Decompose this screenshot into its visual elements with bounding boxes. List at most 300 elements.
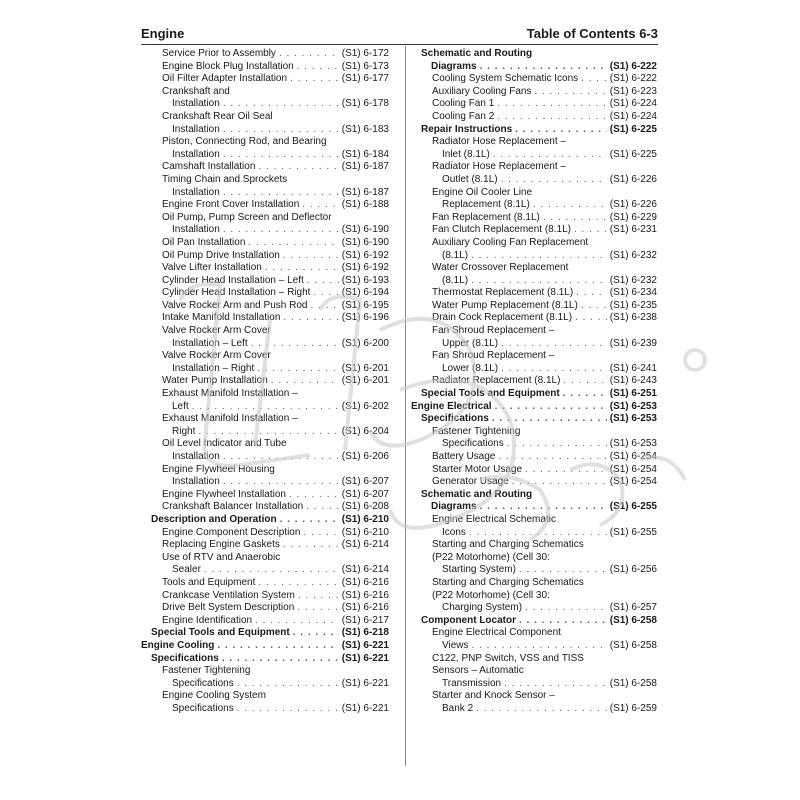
toc-entry-title: Oil Pan Installation: [162, 236, 246, 248]
toc-entry-title: Diagrams: [431, 60, 477, 72]
toc-entry-title: Radiator Replacement (8.1L): [432, 375, 561, 387]
toc-entry-title: Specifications: [172, 677, 234, 689]
toc-entry-title: Replacement (8.1L): [442, 199, 530, 211]
toc-entry-title: Lower (8.1L): [442, 362, 499, 374]
toc-entry[interactable]: [141, 615, 389, 628]
toc-entry-page: (S1) 6-200: [341, 337, 389, 349]
dot-leader: [223, 476, 339, 489]
toc-entry-page: (S1) 6-204: [341, 425, 389, 437]
dot-leader: [283, 539, 339, 552]
toc-entry[interactable]: [411, 98, 657, 111]
page-header: [141, 26, 658, 46]
toc-entry-page: (S1) 6-231: [609, 224, 657, 236]
dot-leader: [192, 401, 339, 414]
toc-entry-page: (S1) 6-253: [609, 400, 657, 412]
toc-entry-page: (S1) 6-238: [609, 312, 657, 324]
dot-leader: [471, 275, 607, 288]
toc-entry-page: (S1) 6-188: [341, 199, 389, 211]
toc-entry-page: (S1) 6-225: [609, 123, 657, 135]
dot-leader: [237, 703, 339, 716]
toc-entry[interactable]: [411, 615, 657, 628]
toc-entry-page: (S1) 6-239: [609, 337, 657, 349]
toc-entry-title: Camshaft Installation: [162, 161, 256, 173]
toc-entry[interactable]: [411, 539, 657, 577]
toc-entry[interactable]: [141, 237, 389, 250]
toc-entry[interactable]: [411, 426, 657, 451]
toc-entry[interactable]: [411, 514, 657, 539]
toc-entry-page: (S1) 6-201: [341, 375, 389, 387]
toc-entry-title: Engine Front Cover Installation: [162, 199, 300, 211]
toc-entry[interactable]: [141, 527, 389, 540]
dot-leader: [223, 149, 339, 162]
toc-entry-page: (S1) 6-258: [609, 614, 657, 626]
dot-leader: [297, 61, 339, 74]
toc-entry[interactable]: [141, 350, 389, 375]
dot-leader: [498, 451, 606, 464]
toc-entry-title: Replacing Engine Gaskets: [162, 539, 280, 551]
dot-leader: [563, 375, 606, 388]
dot-leader: [223, 124, 339, 137]
toc-entry-page: (S1) 6-196: [341, 312, 389, 324]
toc-entry-title: Engine Component Description: [162, 526, 301, 538]
toc-entry-title: Generator Usage: [432, 476, 509, 488]
toc-entry-title: Charging System): [442, 602, 523, 614]
toc-entry-title: Intake Manifold Installation: [162, 312, 281, 324]
toc-entry[interactable]: [141, 312, 389, 325]
toc-entry[interactable]: [141, 640, 389, 653]
toc-entry[interactable]: [141, 464, 389, 489]
toc-entry-title: Views: [442, 639, 469, 651]
toc-entry-page: (S1) 6-201: [341, 362, 389, 374]
toc-entry[interactable]: [141, 690, 389, 715]
toc-entry-page: (S1) 6-210: [341, 526, 389, 538]
dot-leader: [310, 300, 338, 313]
toc-entry-heading-line: Radiator Hose Replacement –: [432, 136, 566, 148]
toc-entry-title: Engine Flywheel Installation: [162, 488, 286, 500]
toc-entry[interactable]: [411, 312, 657, 325]
toc-entry-page: (S1) 6-255: [609, 526, 657, 538]
toc-entry-title: Cooling Fan 2: [432, 110, 495, 122]
toc-entry-heading-line: Use of RTV and Anaerobic: [162, 551, 281, 563]
toc-entry-page: (S1) 6-241: [609, 362, 657, 374]
toc-entry-title: Specifications: [442, 438, 504, 450]
dot-leader: [258, 161, 338, 174]
dot-leader: [575, 312, 607, 325]
toc-entry[interactable]: [411, 224, 657, 237]
toc-entry[interactable]: [411, 187, 657, 212]
toc-entry-page: (S1) 6-178: [341, 98, 389, 110]
toc-entry[interactable]: [141, 489, 389, 502]
toc-entry-page: (S1) 6-258: [609, 639, 657, 651]
toc-entry-title: Engine Electrical: [411, 400, 492, 412]
dot-leader: [492, 413, 607, 426]
toc-entry-title: Valve Rocker Arm and Push Rod: [162, 299, 308, 311]
dot-leader: [306, 501, 339, 514]
toc-entry-heading-line: C122, PNP Switch, VSS and TISS: [432, 652, 584, 664]
toc-entry-title: Crankshaft Balancer Installation: [162, 501, 304, 513]
toc-entry[interactable]: [141, 275, 389, 288]
toc-entry-title: Specifications: [151, 652, 219, 664]
dot-leader: [581, 73, 607, 86]
toc-entry[interactable]: [141, 136, 389, 161]
toc-entry-heading-line: Fan Shroud Replacement –: [432, 325, 555, 337]
toc-entry-page: (S1) 6-254: [609, 476, 657, 488]
dot-leader: [512, 476, 607, 489]
toc-entry-title: (8.1L): [442, 249, 469, 261]
toc-entry[interactable]: [141, 665, 389, 690]
toc-entry-page: (S1) 6-183: [341, 123, 389, 135]
toc-entry-page: (S1) 6-253: [609, 413, 657, 425]
toc-entry[interactable]: [411, 653, 657, 691]
dot-leader: [471, 250, 607, 263]
toc-entry-heading-line: Sensors – Automatic: [432, 665, 524, 677]
toc-entry[interactable]: [411, 489, 657, 514]
toc-entry-heading-line: Valve Rocker Arm Cover: [162, 350, 271, 362]
toc-entry-title: Thermostat Replacement (8.1L): [432, 287, 574, 299]
toc-entry[interactable]: [141, 61, 389, 74]
toc-entry-page: (S1) 6-173: [341, 60, 389, 72]
toc-entry-heading-line: Radiator Hose Replacement –: [432, 161, 566, 173]
column-divider: [405, 46, 406, 766]
dot-leader: [497, 111, 606, 124]
toc-entry-page: (S1) 6-217: [341, 614, 389, 626]
dot-leader: [257, 363, 338, 376]
dot-leader: [563, 388, 607, 401]
toc-entry[interactable]: [411, 73, 657, 86]
toc-entry-title: Oil Pump Drive Installation: [162, 249, 280, 261]
toc-entry[interactable]: [141, 287, 389, 300]
toc-entry-page: (S1) 6-257: [609, 602, 657, 614]
dot-leader: [501, 363, 607, 376]
toc-entry-page: (S1) 6-258: [609, 677, 657, 689]
toc-entry-title: Oil Filter Adapter Installation: [162, 73, 288, 85]
toc-entry[interactable]: [411, 262, 657, 287]
toc-entry[interactable]: [411, 300, 657, 313]
toc-entry[interactable]: [141, 300, 389, 313]
toc-entry[interactable]: [141, 250, 389, 263]
toc-entry-title: Fan Replacement (8.1L): [432, 211, 540, 223]
toc-entry-title: Water Pump Installation: [162, 375, 268, 387]
toc-entry-page: (S1) 6-226: [609, 173, 657, 185]
toc-entry-page: (S1) 6-222: [609, 73, 657, 85]
dot-leader: [293, 627, 339, 640]
dot-leader: [271, 375, 339, 388]
dot-leader: [204, 564, 339, 577]
toc-entry-title: Installation: [172, 186, 220, 198]
toc-entry-heading-line: Crankshaft and: [162, 85, 230, 97]
toc-entry-page: (S1) 6-193: [341, 274, 389, 286]
toc-entry-page: (S1) 6-235: [609, 299, 657, 311]
toc-entry[interactable]: [411, 476, 657, 489]
toc-entry-page: (S1) 6-251: [609, 388, 657, 400]
toc-entry[interactable]: [411, 413, 657, 426]
toc-entry-heading-line: Crankshaft Rear Oil Seal: [162, 110, 273, 122]
toc-entry[interactable]: [141, 48, 389, 61]
toc-entry-title: Left: [172, 400, 189, 412]
toc-entry-title: Description and Operation: [151, 513, 277, 525]
dot-leader: [480, 501, 607, 514]
dot-leader: [307, 275, 339, 288]
toc-entry-page: (S1) 6-253: [609, 438, 657, 450]
toc-entry-title: Special Tools and Equipment: [151, 627, 290, 639]
toc-entry-heading-line: Starting and Charging Schematics: [432, 539, 584, 551]
toc-entry-heading-line: Engine Electrical Component: [432, 627, 561, 639]
toc-entry[interactable]: [411, 287, 657, 300]
toc-entry[interactable]: [411, 111, 657, 124]
toc-entry-title: Service Prior to Assembly: [162, 48, 276, 59]
toc-entry-title: Icons: [442, 526, 466, 538]
page-heading-right: Table of Contents 6-3: [526, 26, 658, 41]
toc-entry-title: Battery Usage: [432, 451, 496, 462]
toc-entry-title: Specifications: [172, 702, 234, 714]
dot-leader: [469, 527, 607, 540]
toc-entry-title: Installation: [172, 451, 220, 462]
toc-entry-title: Engine Identification: [162, 614, 253, 626]
toc-entry[interactable]: [411, 48, 657, 73]
toc-entry-page: (S1) 6-206: [341, 451, 389, 462]
dot-leader: [279, 48, 339, 61]
dot-leader: [223, 451, 339, 464]
toc-entry-title: Special Tools and Equipment: [421, 388, 560, 400]
toc-entry-heading-line: Engine Flywheel Housing: [162, 463, 275, 475]
toc-entry[interactable]: [141, 375, 389, 388]
dot-leader: [472, 640, 607, 653]
toc-entry[interactable]: [411, 375, 657, 388]
toc-entry-page: (S1) 6-224: [609, 98, 657, 110]
dot-leader: [543, 212, 607, 225]
toc-entry[interactable]: [411, 627, 657, 652]
dot-leader: [525, 602, 607, 615]
toc-entry-title: (8.1L): [442, 274, 469, 286]
toc-entry[interactable]: [141, 552, 389, 577]
toc-entry[interactable]: [411, 577, 657, 615]
dot-leader: [283, 250, 339, 263]
dot-leader: [515, 124, 607, 137]
dot-leader: [497, 98, 606, 111]
toc-entry-page: (S1) 6-192: [341, 262, 389, 274]
toc-entry[interactable]: [411, 451, 657, 464]
dot-leader: [501, 174, 607, 187]
toc-entry-page: (S1) 6-218: [341, 627, 389, 639]
toc-entry-page: (S1) 6-234: [609, 287, 657, 299]
toc-entry-title: Repair Instructions: [421, 123, 513, 135]
dot-leader: [533, 199, 607, 212]
toc-entry-page: (S1) 6-207: [341, 476, 389, 488]
dot-leader: [476, 703, 607, 716]
toc-entry[interactable]: [141, 577, 389, 590]
toc-entry[interactable]: [141, 86, 389, 111]
toc-entry-heading-line: Schematic and Routing: [421, 48, 533, 59]
toc-entry[interactable]: [411, 325, 657, 350]
toc-entry-page: (S1) 6-187: [341, 161, 389, 173]
toc-entry-title: Valve Lifter Installation: [162, 262, 262, 274]
toc-entry-title: Water Pump Replacement (8.1L): [432, 299, 578, 311]
toc-entry-heading-line: Oil Pump, Pump Screen and Deflector: [162, 211, 332, 223]
toc-entry[interactable]: [411, 161, 657, 186]
toc-entry-title: Installation – Left: [172, 337, 248, 349]
toc-entry-page: (S1) 6-221: [341, 652, 389, 664]
toc-entry[interactable]: [141, 325, 389, 350]
dot-leader: [258, 577, 338, 590]
dot-leader: [198, 426, 338, 439]
toc-entry-title: Installation: [172, 123, 220, 135]
toc-entry-title: Right: [172, 425, 196, 437]
dot-leader: [574, 224, 607, 237]
dot-leader: [507, 438, 607, 451]
toc-entry-page: (S1) 6-172: [341, 48, 389, 59]
dot-leader: [576, 287, 607, 300]
toc-entry-page: (S1) 6-221: [341, 702, 389, 714]
toc-entry-title: Installation: [172, 98, 220, 110]
toc-entry-page: (S1) 6-177: [341, 73, 389, 85]
dot-leader: [248, 237, 338, 250]
toc-entry-heading-line: Oil Level Indicator and Tube: [162, 438, 287, 450]
dot-leader: [525, 464, 607, 477]
toc-entry-page: (S1) 6-207: [341, 488, 389, 500]
dot-leader: [493, 149, 607, 162]
toc-entry-title: Bank 2: [442, 702, 474, 714]
dot-leader: [237, 678, 339, 691]
toc-entry-title: Drain Cock Replacement (8.1L): [432, 312, 573, 324]
toc-entry[interactable]: [411, 212, 657, 225]
toc-entry[interactable]: [141, 438, 389, 463]
dot-leader: [480, 61, 607, 74]
toc-entry-heading-line: Engine Oil Cooler Line: [432, 186, 533, 198]
toc-entry-page: (S1) 6-214: [341, 564, 389, 576]
toc-entry-page: (S1) 6-195: [341, 299, 389, 311]
toc-entry[interactable]: [141, 161, 389, 174]
toc-entry[interactable]: [141, 174, 389, 199]
toc-entry[interactable]: [141, 111, 389, 136]
toc-entry[interactable]: [141, 212, 389, 237]
toc-entry-page: (S1) 6-216: [341, 589, 389, 601]
toc-entry-heading-line: Auxiliary Cooling Fan Replacement: [432, 236, 589, 248]
dot-leader: [501, 338, 607, 351]
toc-entry[interactable]: [141, 501, 389, 514]
dot-leader: [519, 615, 607, 628]
dot-leader: [535, 86, 607, 99]
toc-entry-heading-line: Engine Electrical Schematic: [432, 513, 556, 525]
toc-entry-page: (S1) 6-256: [609, 564, 657, 576]
toc-entry-title: Drive Belt System Description: [162, 602, 295, 614]
toc-entry-page: (S1) 6-190: [341, 236, 389, 248]
toc-entry[interactable]: [141, 262, 389, 275]
toc-entry[interactable]: [141, 590, 389, 603]
toc-entry-title: Auxiliary Cooling Fans: [432, 85, 532, 97]
toc-entry[interactable]: [141, 653, 389, 666]
toc-entry-heading-line: Engine Cooling System: [162, 690, 266, 702]
toc-entry[interactable]: [411, 388, 657, 401]
toc-entry-heading-line: Schematic and Routing: [421, 488, 533, 500]
toc-entry-title: Component Locator: [421, 614, 516, 626]
dot-leader: [223, 224, 339, 237]
toc-entry[interactable]: [141, 413, 389, 438]
toc-entry[interactable]: [141, 539, 389, 552]
toc-column-left: [141, 48, 389, 715]
toc-entry-page: (S1) 6-243: [609, 375, 657, 387]
dot-leader: [223, 98, 339, 111]
toc-entry-page: (S1) 6-210: [341, 513, 389, 525]
dot-leader: [289, 489, 339, 502]
toc-entry-page: (S1) 6-214: [341, 539, 389, 551]
toc-entry[interactable]: [411, 690, 657, 715]
toc-entry-page: (S1) 6-222: [609, 60, 657, 72]
dot-leader: [303, 527, 338, 540]
toc-entry-title: Engine Cooling: [141, 639, 215, 651]
dot-leader: [223, 187, 339, 200]
toc-entry-page: (S1) 6-254: [609, 451, 657, 462]
toc-entry[interactable]: [141, 602, 389, 615]
toc-entry-title: Diagrams: [431, 501, 477, 513]
header-rule: [141, 44, 658, 45]
toc-entry-page: (S1) 6-202: [341, 400, 389, 412]
toc-entry[interactable]: [141, 73, 389, 86]
toc-entry[interactable]: [141, 514, 389, 527]
toc-entry-heading-line: (P22 Motorhome) (Cell 30:: [432, 589, 550, 601]
dot-leader: [504, 678, 607, 691]
toc-entry-title: Tools and Equipment: [162, 576, 256, 588]
dot-leader: [222, 653, 339, 666]
toc-column-right: [411, 48, 657, 715]
dot-leader: [255, 615, 339, 628]
toc-entry-title: Cylinder Head Installation – Left: [162, 274, 304, 286]
dot-leader: [298, 590, 339, 603]
dot-leader: [297, 602, 338, 615]
toc-entry-page: (S1) 6-224: [609, 110, 657, 122]
toc-entry-title: Installation: [172, 476, 220, 488]
toc-entry-title: Upper (8.1L): [442, 337, 499, 349]
toc-entry-title: Starter Motor Usage: [432, 463, 523, 475]
toc-entry-heading-line: Fastener Tightening: [162, 665, 251, 677]
toc-entry-title: Installation – Right: [172, 362, 255, 374]
toc-entry-page: (S1) 6-232: [609, 249, 657, 261]
toc-entry-page: (S1) 6-190: [341, 224, 389, 236]
toc-entry-page: (S1) 6-208: [341, 501, 389, 513]
dot-leader: [302, 199, 338, 212]
toc-entry-heading-line: Water Crossover Replacement: [432, 262, 569, 274]
toc-entry[interactable]: [411, 237, 657, 262]
toc-entry[interactable]: [411, 136, 657, 161]
toc-entry-title: Crankcase Ventilation System: [162, 589, 295, 601]
toc-entry[interactable]: [411, 350, 657, 375]
toc-entry[interactable]: [141, 199, 389, 212]
toc-entry-page: (S1) 6-255: [609, 501, 657, 513]
toc-entry-page: (S1) 6-232: [609, 274, 657, 286]
dot-leader: [519, 564, 607, 577]
toc-entry-title: Outlet (8.1L): [442, 173, 498, 185]
dot-leader: [265, 262, 339, 275]
dot-leader: [290, 73, 339, 86]
toc-entry-heading-line: Fastener Tightening: [432, 425, 521, 437]
toc-entry-heading-line: Piston, Connecting Rod, and Bearing: [162, 136, 327, 148]
toc-entry[interactable]: [411, 464, 657, 477]
toc-entry-heading-line: Exhaust Manifold Installation –: [162, 388, 298, 400]
toc-entry[interactable]: [411, 401, 657, 414]
section-title: Engine: [141, 26, 185, 41]
toc-entry-page: (S1) 6-221: [341, 639, 389, 651]
toc-entry[interactable]: [141, 627, 389, 640]
toc-entry[interactable]: [411, 124, 657, 137]
toc-entry-heading-line: Fan Shroud Replacement –: [432, 350, 555, 362]
toc-entry-page: (S1) 6-184: [341, 148, 389, 160]
toc-entry[interactable]: [411, 86, 657, 99]
toc-entry-page: (S1) 6-187: [341, 186, 389, 198]
toc-entry-page: (S1) 6-216: [341, 602, 389, 614]
dot-leader: [251, 338, 339, 351]
toc-entry-title: Cooling Fan 1: [432, 98, 495, 110]
toc-entry-heading-line: Starter and Knock Sensor –: [432, 690, 555, 702]
toc-entry[interactable]: [141, 388, 389, 413]
